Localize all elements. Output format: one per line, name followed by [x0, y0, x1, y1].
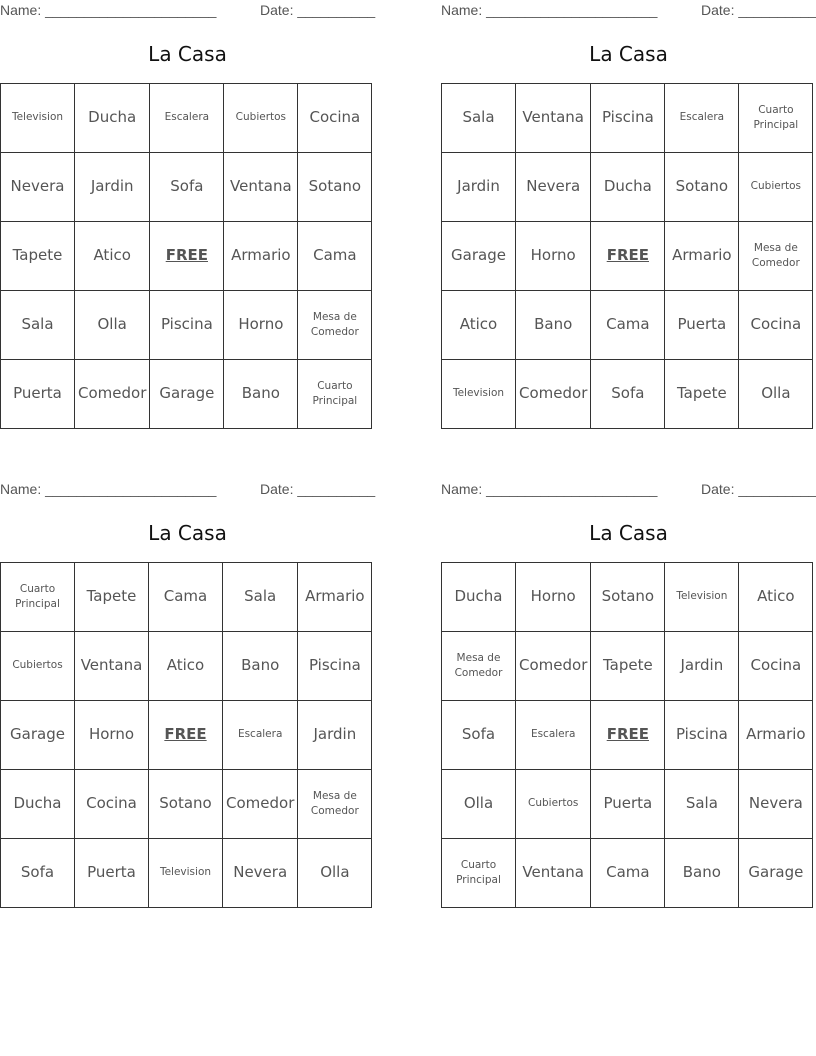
bingo-cell: Tapete [75, 563, 149, 632]
grid-row [1, 563, 372, 632]
name-date-line [441, 479, 816, 499]
date-field-label: Date: __________ [701, 2, 816, 18]
bingo-cell: Tapete [591, 632, 665, 701]
bingo-cell: Cama [149, 563, 223, 632]
grid-row [1, 84, 372, 153]
bingo-cell: Sofa [150, 153, 224, 222]
bingo-cell: Olla [442, 770, 516, 839]
free-space: FREE [591, 701, 665, 770]
grid-row [1, 701, 372, 770]
card-title: La Casa [148, 521, 227, 545]
bingo-cell: Olla [75, 291, 150, 360]
bingo-cell: Horno [75, 701, 149, 770]
bingo-cell: Nevera [1, 153, 75, 222]
grid-row [442, 770, 813, 839]
bingo-cell: Escalera [516, 701, 591, 770]
bingo-grid [0, 83, 372, 429]
bingo-cell: Bano [223, 632, 298, 701]
bingo-cell: Puerta [591, 770, 665, 839]
bingo-cell: Sofa [591, 360, 665, 429]
bingo-cell: Olla [298, 839, 372, 908]
bingo-grid [441, 83, 813, 429]
grid-row [442, 291, 813, 360]
bingo-cell: Sofa [442, 701, 516, 770]
bingo-cell: Piscina [298, 632, 372, 701]
bingo-cell: Sotano [298, 153, 372, 222]
card-title: La Casa [589, 42, 668, 66]
bingo-cell: Bano [516, 291, 591, 360]
bingo-grid [441, 562, 813, 908]
bingo-cell: Tapete [1, 222, 75, 291]
bingo-cell: Ducha [1, 770, 75, 839]
bingo-cell: Cubiertos [1, 632, 75, 701]
bingo-cell: Nevera [739, 770, 813, 839]
bingo-cell: Mesa de Comedor [442, 632, 516, 701]
bingo-cell: Sotano [591, 563, 665, 632]
grid-row [442, 632, 813, 701]
bingo-cell: Mesa de Comedor [298, 770, 372, 839]
bingo-cell: Bano [224, 360, 298, 429]
name-date-line [0, 479, 375, 499]
bingo-cell: Armario [298, 563, 372, 632]
bingo-cell: Ducha [75, 84, 150, 153]
grid-row [442, 360, 813, 429]
bingo-cell: Ducha [442, 563, 516, 632]
bingo-cell: Puerta [75, 839, 149, 908]
bingo-cell: Armario [739, 701, 813, 770]
bingo-cell: Cocina [75, 770, 149, 839]
bingo-cell: Escalera [665, 84, 739, 153]
bingo-cell: Cubiertos [739, 153, 813, 222]
free-space: FREE [149, 701, 223, 770]
date-field-label: Date: __________ [260, 481, 376, 497]
bingo-cell: Atico [75, 222, 150, 291]
bingo-cell: Mesa de Comedor [739, 222, 813, 291]
bingo-cell: Ventana [75, 632, 149, 701]
grid-row [442, 563, 813, 632]
bingo-cell: Atico [442, 291, 516, 360]
name-field-label: Name: ______________________ [441, 2, 658, 18]
grid-row [1, 291, 372, 360]
bingo-cell: Jardin [75, 153, 150, 222]
bingo-cell: Cocina [298, 84, 372, 153]
card-title: La Casa [589, 521, 668, 545]
bingo-cell: Sala [665, 770, 739, 839]
bingo-cell: Atico [149, 632, 223, 701]
grid-row [1, 839, 372, 908]
bingo-cell: Ducha [591, 153, 665, 222]
bingo-cell: Garage [150, 360, 224, 429]
bingo-cell: Cuarto Principal [298, 360, 372, 429]
bingo-cell: Cuarto Principal [442, 839, 516, 908]
grid-row [1, 360, 372, 429]
grid-row [1, 222, 372, 291]
bingo-cell: Cama [591, 291, 665, 360]
bingo-cell: Television [1, 84, 75, 153]
bingo-cell: Puerta [1, 360, 75, 429]
bingo-cell: Ventana [224, 153, 298, 222]
bingo-cell: Garage [442, 222, 516, 291]
bingo-cell: Cama [298, 222, 372, 291]
grid-row [442, 153, 813, 222]
grid-row [1, 632, 372, 701]
name-field-label: Name: ______________________ [0, 481, 217, 497]
name-field-label: Name: ______________________ [441, 481, 658, 497]
bingo-cell: Nevera [223, 839, 298, 908]
bingo-cell: Television [442, 360, 516, 429]
bingo-cell: Comedor [516, 632, 591, 701]
bingo-cell: Garage [1, 701, 75, 770]
name-date-line [441, 0, 816, 20]
bingo-cell: Cubiertos [516, 770, 591, 839]
bingo-cell: Piscina [665, 701, 739, 770]
bingo-cell: Sotano [665, 153, 739, 222]
grid-row [442, 222, 813, 291]
grid-row [1, 770, 372, 839]
bingo-cell: Sofa [1, 839, 75, 908]
bingo-cell: Atico [739, 563, 813, 632]
bingo-cell: Cubiertos [224, 84, 298, 153]
bingo-cell: Cuarto Principal [1, 563, 75, 632]
bingo-cell: Television [665, 563, 739, 632]
date-field-label: Date: __________ [701, 481, 816, 497]
name-field-label: Name: ______________________ [0, 2, 217, 18]
bingo-cell: Comedor [75, 360, 150, 429]
bingo-cell: Armario [224, 222, 298, 291]
date-field-label: Date: __________ [260, 2, 376, 18]
bingo-cell: Sala [1, 291, 75, 360]
bingo-cell: Jardin [665, 632, 739, 701]
bingo-cell: Garage [739, 839, 813, 908]
name-date-line [0, 0, 375, 20]
bingo-cell: Escalera [150, 84, 224, 153]
grid-row [1, 153, 372, 222]
bingo-cell: Cuarto Principal [739, 84, 813, 153]
bingo-cell: Horno [224, 291, 298, 360]
bingo-cell: Cocina [739, 632, 813, 701]
bingo-cell: Puerta [665, 291, 739, 360]
grid-row [442, 701, 813, 770]
bingo-grid [0, 562, 372, 908]
bingo-cell: Horno [516, 563, 591, 632]
bingo-cell: Sotano [149, 770, 223, 839]
card-title: La Casa [148, 42, 227, 66]
bingo-cell: Ventana [516, 84, 591, 153]
bingo-cell: Nevera [516, 153, 591, 222]
bingo-cell: Piscina [150, 291, 224, 360]
bingo-cell: Comedor [516, 360, 591, 429]
grid-row [442, 839, 813, 908]
bingo-cell: Tapete [665, 360, 739, 429]
free-space: FREE [591, 222, 665, 291]
bingo-cell: Mesa de Comedor [298, 291, 372, 360]
bingo-cell: Armario [665, 222, 739, 291]
bingo-cell: Piscina [591, 84, 665, 153]
grid-row [442, 84, 813, 153]
free-space: FREE [150, 222, 224, 291]
bingo-cell: Television [149, 839, 223, 908]
bingo-cell: Sala [223, 563, 298, 632]
bingo-cell: Olla [739, 360, 813, 429]
bingo-cell: Horno [516, 222, 591, 291]
bingo-cell: Bano [665, 839, 739, 908]
bingo-cell: Cocina [739, 291, 813, 360]
bingo-cell: Cama [591, 839, 665, 908]
bingo-cell: Jardin [298, 701, 372, 770]
bingo-cell: Jardin [442, 153, 516, 222]
bingo-cell: Ventana [516, 839, 591, 908]
bingo-cell: Comedor [223, 770, 298, 839]
bingo-cell: Sala [442, 84, 516, 153]
bingo-cell: Escalera [223, 701, 298, 770]
